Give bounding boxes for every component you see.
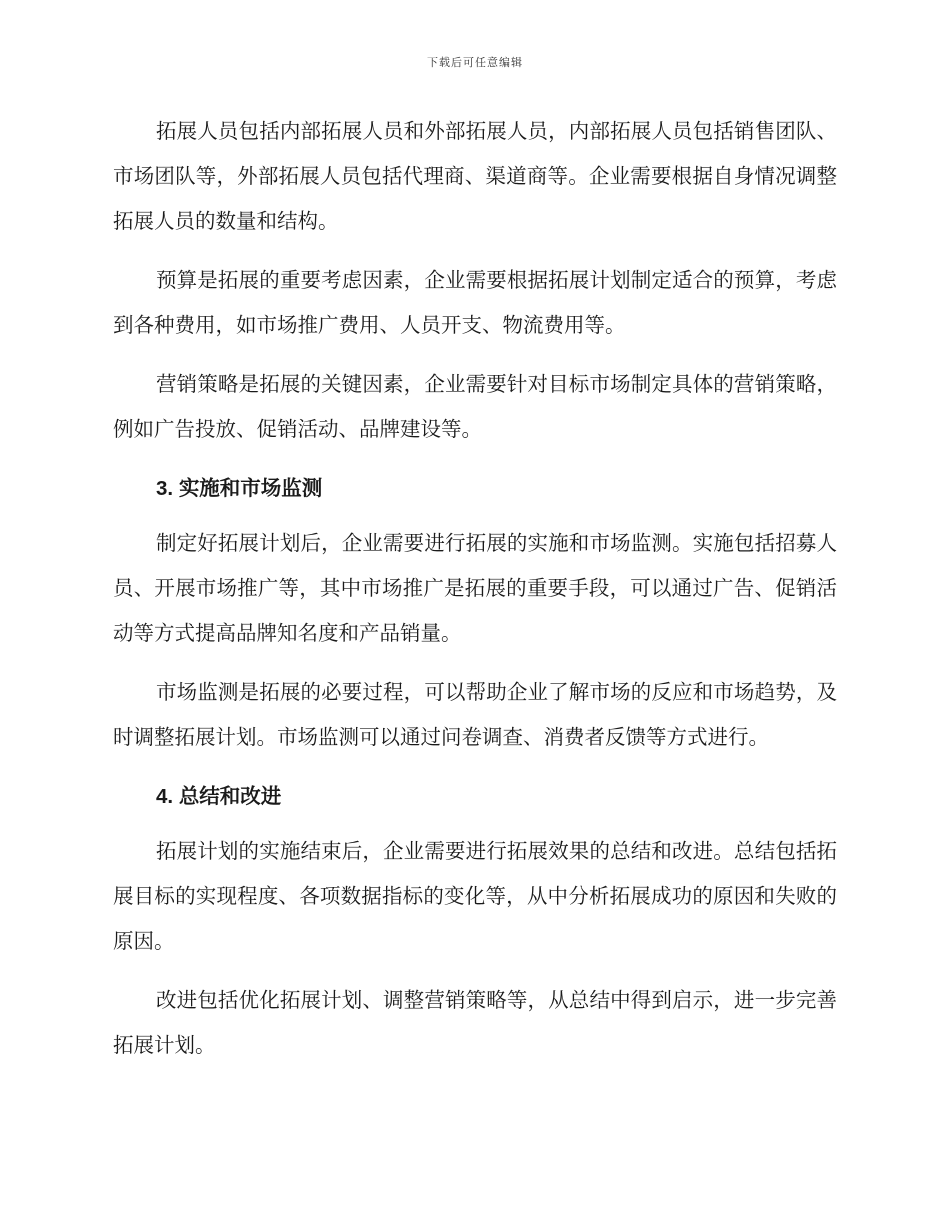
paragraph-marketing-strategy: 营销策略是拓展的关键因素，企业需要针对目标市场制定具体的营销策略，例如广告投放、促销活动、品牌建设等。 <box>113 372 837 441</box>
paragraph-expansion-staff: 拓展人员包括内部拓展人员和外部拓展人员，内部拓展人员包括销售团队、市场团队等，外部拓展人员包括代理商、渠道商等。企业需要根据自身情况调整拓展人员的数量和结构。 <box>113 119 837 233</box>
paragraph-budget: 预算是拓展的重要考虑因素，企业需要根据拓展计划制定适合的预算，考虑到各种费用，如市场推广费用、人员开支、物流费用等。 <box>113 268 837 337</box>
paragraph-implementation: 制定好拓展计划后，企业需要进行拓展的实施和市场监测。实施包括招募人员、开展市场推广等，其中市场推广是拓展的重要手段，可以通过广告、促销活动等方式提高品牌知名度和产品销量。 <box>113 531 837 645</box>
section-3-number: 3. <box>156 477 174 500</box>
paragraph-summary: 拓展计划的实施结束后，企业需要进行拓展效果的总结和改进。总结包括拓展目标的实现程度、各项数据指标的变化等，从中分析拓展成功的原因和失败的原因。 <box>113 839 837 953</box>
section-3-title: 实施和市场监测 <box>178 477 323 500</box>
header-note: 下载后可任意编辑 <box>427 56 523 69</box>
section-4-heading <box>113 774 837 819</box>
paragraph-improvement: 改进包括优化拓展计划、调整营销策略等，从总结中得到启示，进一步完善拓展计划。 <box>113 988 837 1057</box>
document-body <box>113 109 837 1082</box>
section-4-title: 总结和改进 <box>178 785 282 808</box>
section-4-number: 4. <box>156 785 174 808</box>
paragraph-market-monitoring: 市场监测是拓展的必要过程，可以帮助企业了解市场的反应和市场趋势，及时调整拓展计划。市场监测可以通过问卷调查、消费者反馈等方式进行。 <box>113 680 837 749</box>
section-3-heading <box>113 466 837 511</box>
